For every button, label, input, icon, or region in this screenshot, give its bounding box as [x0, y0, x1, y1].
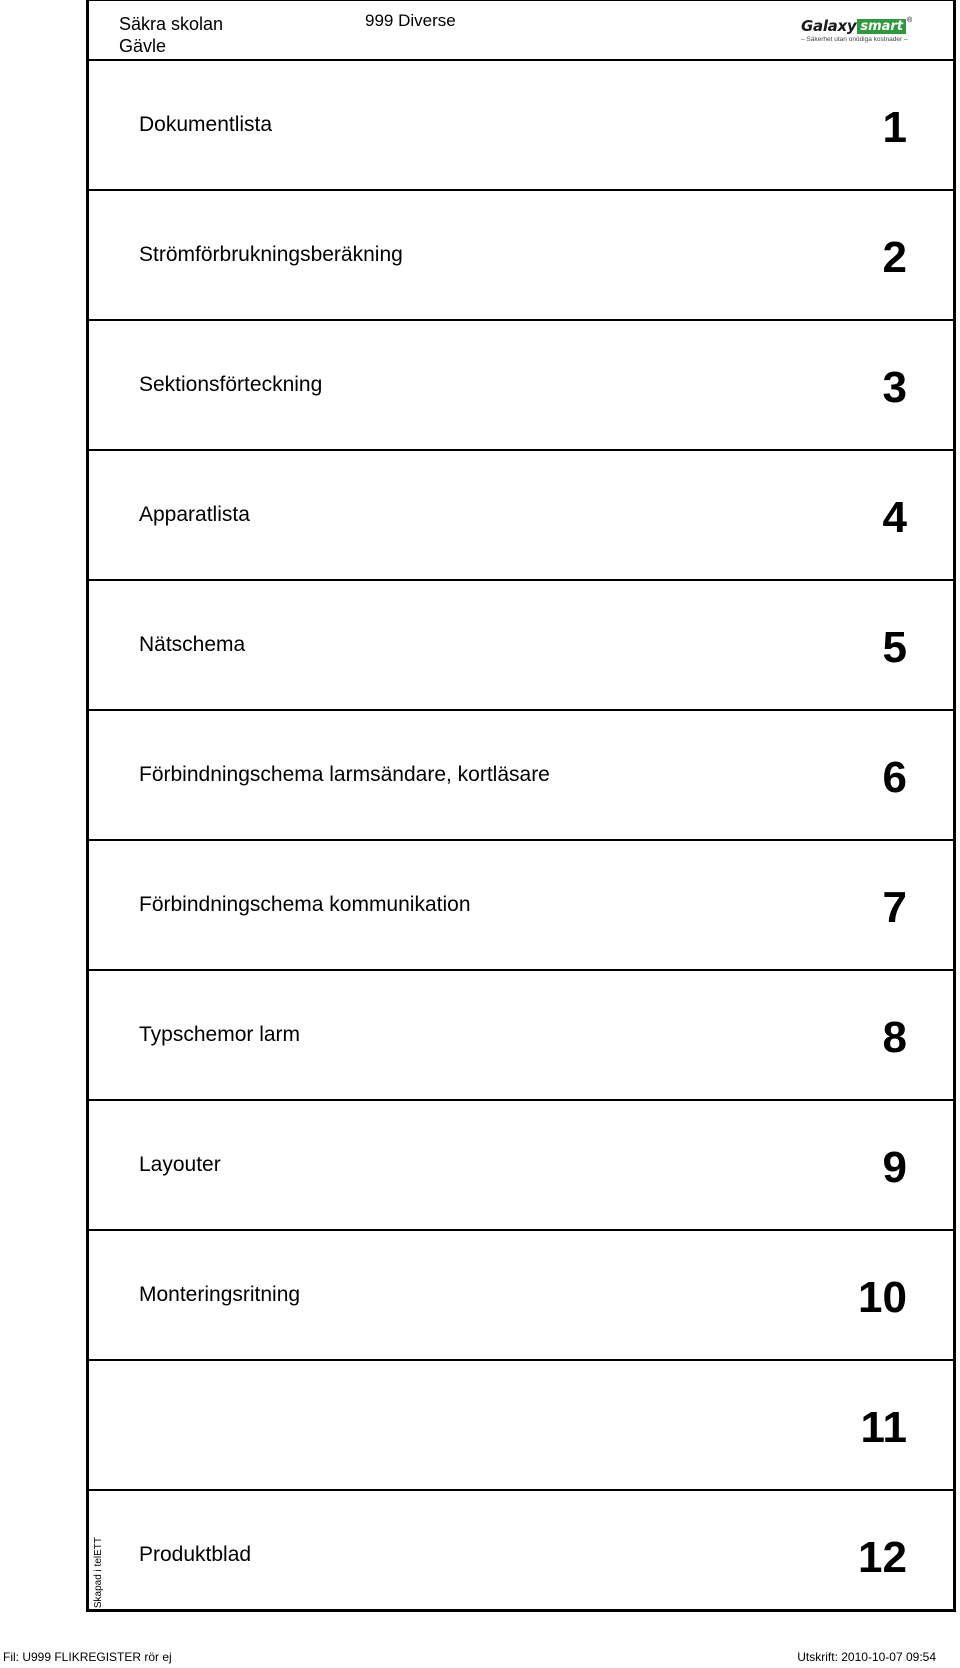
tab-label: Typschemor larm [139, 1023, 301, 1046]
tab-row-5 [89, 581, 953, 711]
tab-row-8 [89, 971, 953, 1101]
tab-number: 3 [882, 363, 907, 412]
tab-number: 9 [882, 1143, 907, 1192]
tab-label: Monteringsritning [139, 1283, 301, 1306]
tab-number: 7 [882, 883, 907, 932]
city-name: Gävle [119, 36, 167, 56]
tab-row-9 [89, 1101, 953, 1231]
tab-row-1 [89, 61, 953, 191]
tab-row-7 [89, 841, 953, 971]
tab-label: Förbindningschema kommunikation [139, 893, 471, 916]
tab-label: Dokumentlista [139, 113, 273, 136]
sheet-header [89, 1, 953, 61]
tab-row-2 [89, 191, 953, 321]
footer-file: Fil: U999 FLIKREGISTER rör ej [3, 1650, 172, 1664]
tab-row-6 [89, 711, 953, 841]
created-in-note: Skapad i telETT [93, 1536, 104, 1608]
tab-label: Layouter [139, 1153, 221, 1176]
tab-number: 12 [858, 1533, 907, 1582]
galaxy-smart-logo: Galaxy smart ® – Säkerhet utan onödiga kostnader – [801, 17, 913, 43]
tab-number: 4 [882, 493, 907, 542]
tab-label: Nätschema [139, 633, 246, 656]
tab-number: 10 [858, 1273, 907, 1322]
tab-number: 6 [882, 753, 907, 802]
tab-number: 5 [882, 623, 907, 672]
tab-row-3 [89, 321, 953, 451]
tab-number: 1 [882, 103, 907, 152]
tab-row-4 [89, 451, 953, 581]
document-title: 999 Diverse [365, 11, 456, 30]
tab-row-10 [89, 1231, 953, 1361]
tab-label: Apparatlista [139, 503, 250, 526]
tab-label: Förbindningschema larmsändare, kortläsare [139, 763, 550, 786]
tab-number: 11 [860, 1403, 907, 1452]
tab-label: Strömförbrukningsberäkning [139, 243, 403, 266]
tab-label: Sektionsförteckning [139, 373, 323, 396]
footer-print-date: Utskrift: 2010-10-07 09:54 [797, 1650, 936, 1664]
tab-label: Produktblad [139, 1543, 252, 1566]
register-sheet [86, 0, 956, 1612]
tab-number: 8 [882, 1013, 907, 1062]
tab-number: 2 [882, 233, 907, 282]
tab-row-11 [89, 1361, 953, 1491]
school-name: Säkra skolan [119, 14, 224, 34]
tab-row-12 [89, 1491, 953, 1610]
